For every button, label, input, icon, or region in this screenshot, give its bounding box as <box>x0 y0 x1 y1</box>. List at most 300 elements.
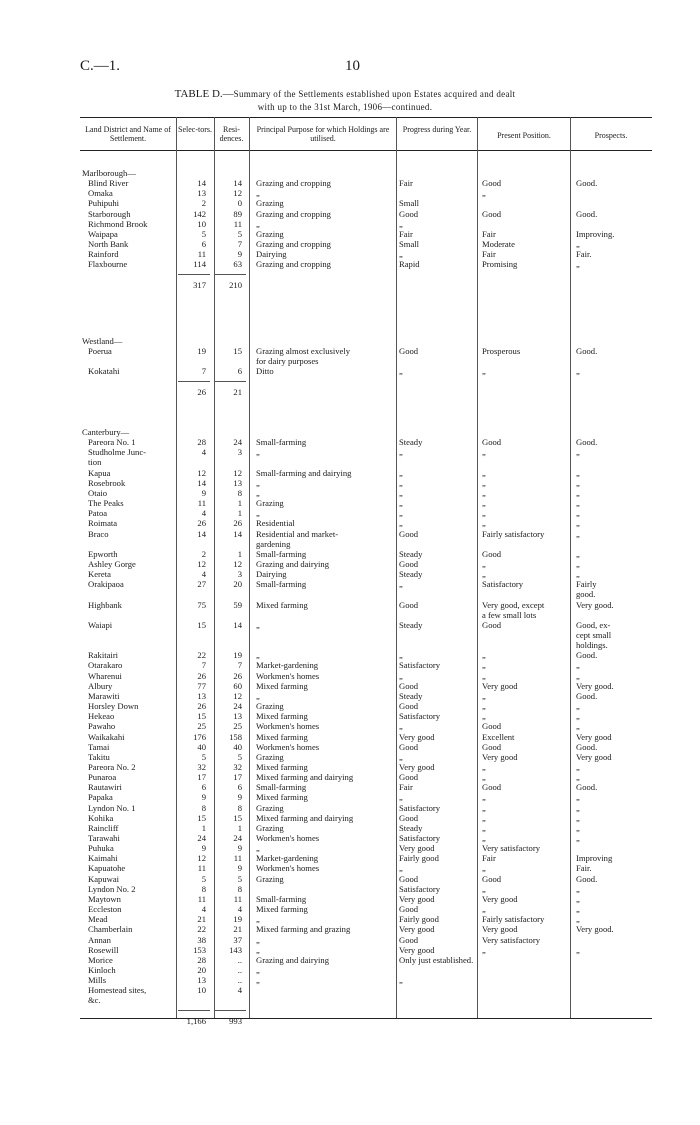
position: Very good <box>482 680 518 691</box>
selectors-count: 22 <box>197 924 206 935</box>
position: „ <box>482 761 486 772</box>
position: Good <box>482 741 502 752</box>
purpose: gardening <box>256 538 291 549</box>
settlement-name: Annan <box>88 934 111 945</box>
progress: Only just established. <box>399 954 474 965</box>
residences-count: 40 <box>233 741 242 752</box>
residences-count: 25 <box>233 721 242 732</box>
prospects: „ <box>576 447 580 458</box>
selectors-count: 38 <box>197 934 206 945</box>
col-divider <box>396 117 397 1018</box>
prospects: Good. <box>576 650 598 661</box>
purpose: Grazing and dairying <box>256 954 330 965</box>
selectors-count: 14 <box>197 178 206 189</box>
position: „ <box>482 660 486 671</box>
progress: Very good <box>399 893 435 904</box>
selectors-count: 12 <box>197 558 206 569</box>
position: „ <box>482 498 486 509</box>
prospects: holdings. <box>576 640 608 651</box>
settlement-name: Kapuwai <box>88 873 120 884</box>
position: „ <box>482 690 486 701</box>
position: Good <box>482 208 502 219</box>
residences-count: 32 <box>233 761 242 772</box>
position: Satisfactory <box>482 579 524 590</box>
residences-count: 21 <box>233 924 242 935</box>
selectors-count: 12 <box>197 853 206 864</box>
progress: Fair <box>399 178 413 189</box>
selectors-count: 14 <box>197 528 206 539</box>
position: „ <box>482 883 486 894</box>
progress: Small <box>399 239 420 250</box>
progress: „ <box>399 863 403 874</box>
settlement-name: Morice <box>88 954 113 965</box>
settlement-name: Blind River <box>88 178 129 189</box>
purpose: Grazing and cropping <box>256 178 331 189</box>
progress: „ <box>399 249 403 260</box>
settlement-name: Braco <box>88 528 109 539</box>
selectors-count: 4 <box>201 569 206 580</box>
settlement-name: Waipapa <box>88 228 118 239</box>
purpose: „ <box>256 964 260 975</box>
position: Very good, except <box>482 599 545 610</box>
purpose: Small-farming <box>256 437 307 448</box>
prospects: „ <box>576 904 580 915</box>
progress: „ <box>399 751 403 762</box>
subtotal-rule <box>215 1010 246 1011</box>
colhead-selectors: Selec-tors. <box>178 125 212 134</box>
residences-count: 17 <box>233 772 242 783</box>
position: „ <box>482 558 486 569</box>
settlement-name: Lyndon No. 2 <box>88 883 136 894</box>
position: „ <box>482 569 486 580</box>
purpose: Workmen's homes <box>256 863 320 874</box>
page-header-code: C.—1. <box>80 58 121 74</box>
selectors-count: 40 <box>197 741 206 752</box>
title-line2: with up to the 31st March, 1906—continued. <box>257 102 433 112</box>
progress: Good <box>399 599 419 610</box>
progress: Good <box>399 934 419 945</box>
residences-count: 24 <box>233 833 242 843</box>
position: „ <box>482 812 486 823</box>
subtotal-rule <box>178 274 210 275</box>
total-selectors: 26 <box>197 386 206 397</box>
purpose: „ <box>256 843 260 854</box>
position: Very good <box>482 893 518 904</box>
purpose: „ <box>256 975 260 986</box>
residences-count: 4 <box>237 904 242 915</box>
progress: „ <box>399 498 403 509</box>
selectors-count: 25 <box>197 721 206 732</box>
colhead-prospects: Prospects. <box>594 131 628 140</box>
settlement-name: Chamberlain <box>88 924 133 935</box>
selectors-count: 13 <box>197 975 206 986</box>
settlement-name: Mead <box>88 914 108 925</box>
position: Very good <box>482 924 518 935</box>
residences-count: 14 <box>233 528 242 539</box>
prospects: „ <box>576 883 580 894</box>
prospects: Good. <box>576 178 598 189</box>
prospects: good. <box>576 589 596 600</box>
residences-count: 13 <box>233 477 242 488</box>
residences-count: 8 <box>237 802 242 813</box>
residences-count: .. <box>237 954 242 965</box>
progress: Good <box>399 772 419 783</box>
prospects: „ <box>576 467 580 478</box>
residences-count: 12 <box>233 467 242 478</box>
selectors-count: 4 <box>201 904 206 915</box>
settlement-name: Epworth <box>88 548 118 559</box>
progress: „ <box>399 792 403 803</box>
residences-count: 24 <box>233 437 242 448</box>
purpose: Residential <box>256 518 295 529</box>
selectors-count: 114 <box>193 259 206 270</box>
settlement-name: Omaka <box>88 188 113 199</box>
position: Good <box>482 873 502 884</box>
position: „ <box>482 650 486 661</box>
residences-count: 6 <box>237 782 242 793</box>
progress: „ <box>399 975 403 986</box>
selectors-count: 13 <box>197 690 206 701</box>
selectors-count: 12 <box>197 467 206 478</box>
purpose: Mixed farming and dairying <box>256 812 354 823</box>
selectors-count: 14 <box>197 477 206 488</box>
purpose: „ <box>256 487 260 498</box>
prospects: „ <box>576 528 580 539</box>
selectors-count: 8 <box>201 802 206 813</box>
position: Fairly satisfactory <box>482 528 545 539</box>
selectors-count: 11 <box>197 249 206 260</box>
prospects: „ <box>576 498 580 509</box>
settlement-name: Puhipuhi <box>88 198 120 209</box>
prospects: Fairly <box>576 579 597 590</box>
purpose: „ <box>256 619 260 630</box>
residences-count: 12 <box>233 558 242 569</box>
residences-count: 7 <box>237 660 242 671</box>
purpose: Mixed farming <box>256 731 308 742</box>
selectors-count: 15 <box>197 619 206 630</box>
settlement-name: Marawiti <box>88 690 120 701</box>
residences-count: 11 <box>233 893 242 904</box>
selectors-count: 27 <box>197 579 206 590</box>
residences-count: 1 <box>237 498 242 509</box>
purpose: Grazing and dairying <box>256 558 330 569</box>
progress: Good <box>399 904 419 915</box>
selectors-count: 8 <box>201 883 206 894</box>
progress: Steady <box>399 548 423 559</box>
position: „ <box>482 508 486 519</box>
progress: Very good <box>399 843 435 854</box>
progress: Steady <box>399 569 423 580</box>
prospects: „ <box>576 477 580 488</box>
purpose: „ <box>256 508 260 519</box>
selectors-count: 2 <box>201 198 206 209</box>
prospects: „ <box>576 508 580 519</box>
residences-count: 11 <box>233 853 242 864</box>
prospects: „ <box>576 802 580 813</box>
selectors-count: 26 <box>197 518 206 529</box>
purpose: Grazing and cropping <box>256 259 331 270</box>
prospects: Good. <box>576 741 598 752</box>
selectors-count: 32 <box>197 761 206 772</box>
settlement-name: Raincliff <box>88 822 119 833</box>
selectors-count: 9 <box>201 792 206 803</box>
residences-count: 5 <box>237 751 242 762</box>
purpose: Grazing <box>256 198 284 209</box>
selectors-count: 153 <box>193 944 206 955</box>
progress: „ <box>399 721 403 732</box>
position: „ <box>482 447 486 458</box>
purpose: Small-farming and dairying <box>256 467 352 478</box>
residences-count: 9 <box>237 249 242 260</box>
settlement-name: Otaio <box>88 487 108 498</box>
progress: Steady <box>399 690 423 701</box>
position: Good <box>482 548 502 559</box>
col-divider <box>176 117 177 1018</box>
position: Fairly satisfactory <box>482 914 545 925</box>
purpose: Residential and market- <box>256 528 339 539</box>
selectors-count: 142 <box>193 208 206 219</box>
progress: Satisfactory <box>399 802 441 813</box>
settlement-name: tion <box>88 457 102 468</box>
purpose: for dairy purposes <box>256 356 319 367</box>
position: Promising <box>482 259 518 270</box>
total-selectors: 1,166 <box>186 1015 206 1026</box>
selectors-count: 5 <box>201 751 206 762</box>
purpose: Grazing <box>256 701 284 712</box>
residences-count: 24 <box>233 701 242 712</box>
purpose: Mixed farming and dairying <box>256 772 354 783</box>
purpose: Grazing <box>256 873 284 884</box>
residences-count: 26 <box>233 518 242 529</box>
purpose: Grazing and cropping <box>256 208 331 219</box>
purpose: Workmen's homes <box>256 741 320 752</box>
residences-count: 1 <box>237 822 242 833</box>
settlement-name: Patoa <box>88 508 108 519</box>
settlement-name: Waiapi <box>88 619 113 630</box>
selectors-count: 28 <box>197 437 206 448</box>
progress: „ <box>399 650 403 661</box>
progress: Good <box>399 680 419 691</box>
settlement-name: Ashley Gorge <box>88 558 136 569</box>
district-label: Marlborough— <box>82 168 136 178</box>
residences-count: 13 <box>233 711 242 722</box>
progress: „ <box>399 218 403 229</box>
selectors-count: 5 <box>201 873 206 884</box>
purpose: Workmen's homes <box>256 721 320 732</box>
table-top-rule <box>80 117 652 118</box>
progress: Satisfactory <box>399 711 441 722</box>
progress: „ <box>399 670 403 681</box>
prospects: „ <box>576 660 580 671</box>
position: Very satisfactory <box>482 934 540 945</box>
selectors-count: 15 <box>197 812 206 823</box>
purpose: Workmen's homes <box>256 833 320 843</box>
prospects: Fair. <box>576 863 592 874</box>
residences-count: 14 <box>233 619 242 630</box>
position: „ <box>482 711 486 722</box>
progress: Steady <box>399 619 423 630</box>
selectors-count: 2 <box>201 548 206 559</box>
position: Good <box>482 782 502 793</box>
selectors-count: 22 <box>197 650 206 661</box>
residences-count: 12 <box>233 188 242 199</box>
settlement-name: Pareora No. 2 <box>88 761 136 772</box>
settlement-name: Kohika <box>88 812 114 823</box>
colhead-purpose: Principal Purpose for which Holdings are utilised. <box>256 125 390 143</box>
purpose: „ <box>256 690 260 701</box>
purpose: Mixed farming <box>256 599 308 610</box>
settlement-name: Richmond Brook <box>88 218 148 229</box>
residences-count: 7 <box>237 239 242 250</box>
position: Good <box>482 437 502 448</box>
settlement-name: Horsley Down <box>88 701 139 712</box>
residences-count: 14 <box>233 178 242 189</box>
progress: „ <box>399 447 403 458</box>
settlement-name: Puhuka <box>88 843 114 854</box>
progress: Satisfactory <box>399 660 441 671</box>
position: a few small lots <box>482 609 537 620</box>
prospects: Improving. <box>576 228 615 239</box>
prospects: Very good. <box>576 599 614 610</box>
purpose: Grazing <box>256 822 284 833</box>
position: „ <box>482 802 486 813</box>
progress: Steady <box>399 437 423 448</box>
settlement-name: Mills <box>88 975 107 986</box>
page-number: 10 <box>345 58 360 74</box>
progress: Good <box>399 701 419 712</box>
progress: Satisfactory <box>399 883 441 894</box>
settlement-name: Kinloch <box>88 964 116 975</box>
progress: Fair <box>399 228 413 239</box>
settlement-name: Roimata <box>88 518 118 529</box>
prospects: Very good <box>576 751 612 762</box>
settlement-name: North Bank <box>88 239 129 250</box>
settlement-name: Starborough <box>88 208 131 219</box>
purpose: Dairying <box>256 249 287 260</box>
selectors-count: 17 <box>197 772 206 783</box>
selectors-count: 7 <box>201 660 206 671</box>
position: Fair <box>482 853 496 864</box>
settlement-name: Hekeao <box>88 711 115 722</box>
settlement-name: Kereta <box>88 569 111 580</box>
selectors-count: 26 <box>197 701 206 712</box>
prospects: Good. <box>576 782 598 793</box>
residences-count: 12 <box>233 690 242 701</box>
prospects: „ <box>576 833 580 843</box>
settlement-name: Flaxbourne <box>88 259 128 270</box>
position: Fair <box>482 249 496 260</box>
subtotal-rule <box>215 274 246 275</box>
residences-count: 1 <box>237 508 242 519</box>
selectors-count: 15 <box>197 711 206 722</box>
position: „ <box>482 518 486 529</box>
purpose: „ <box>256 944 260 955</box>
selectors-count: 11 <box>197 893 206 904</box>
prospects: Good. <box>576 873 598 884</box>
selectors-count: 7 <box>201 366 206 377</box>
residences-count: 19 <box>233 650 242 661</box>
table-header-rule <box>80 150 652 151</box>
settlement-name: Rainford <box>88 249 119 260</box>
settlement-name: Homestead sites, <box>88 985 147 996</box>
prospects: „ <box>576 670 580 681</box>
settlement-name: Pawaho <box>88 721 116 732</box>
selectors-count: 9 <box>201 487 206 498</box>
prospects: „ <box>576 721 580 732</box>
progress: Good <box>399 558 419 569</box>
district-label: Westland— <box>82 336 123 346</box>
subtotal-rule <box>215 381 246 382</box>
prospects: „ <box>576 239 580 250</box>
colhead-position: Present Position. <box>497 131 551 140</box>
progress: Very good <box>399 944 435 955</box>
purpose: Market-gardening <box>256 853 319 864</box>
prospects: „ <box>576 914 580 925</box>
residences-count: 63 <box>233 259 242 270</box>
prospects: „ <box>576 366 580 377</box>
selectors-count: 4 <box>201 508 206 519</box>
selectors-count: 6 <box>201 239 206 250</box>
prospects: „ <box>576 259 580 270</box>
purpose: Market-gardening <box>256 660 319 671</box>
settlement-name: Studholme Junc- <box>88 447 147 458</box>
purpose: Grazing almost exclusively <box>256 346 351 357</box>
progress: Good <box>399 208 419 219</box>
residences-count: 26 <box>233 670 242 681</box>
residences-count: 19 <box>233 914 242 925</box>
position: „ <box>482 904 486 915</box>
prospects: „ <box>576 772 580 783</box>
settlement-name: Kapuatohe <box>88 863 126 874</box>
purpose: Mixed farming <box>256 680 308 691</box>
settlement-name: Orakipaoa <box>88 579 124 590</box>
prospects: Good. <box>576 437 598 448</box>
residences-count: 9 <box>237 792 242 803</box>
total-residences: 210 <box>229 279 242 290</box>
settlement-name: Papaka <box>88 792 113 803</box>
settlement-name: Otarakaro <box>88 660 123 671</box>
position: „ <box>482 792 486 803</box>
selectors-count: 77 <box>197 680 206 691</box>
progress: Very good <box>399 731 435 742</box>
residences-count: .. <box>237 975 242 986</box>
prospects: Fair. <box>576 249 592 260</box>
residences-count: 15 <box>233 812 242 823</box>
position: „ <box>482 477 486 488</box>
prospects: Improving <box>576 853 613 864</box>
purpose: Mixed farming <box>256 904 308 915</box>
subtotal-rule <box>178 381 210 382</box>
residences-count: 3 <box>237 447 242 458</box>
purpose: Small-farming <box>256 782 307 793</box>
purpose: „ <box>256 914 260 925</box>
progress: Fairly good <box>399 914 439 925</box>
purpose: Grazing and cropping <box>256 239 331 250</box>
progress: Good <box>399 346 419 357</box>
settlement-name: Highbank <box>88 599 122 610</box>
settlement-name: Kapua <box>88 467 111 478</box>
selectors-count: 6 <box>201 782 206 793</box>
settlement-name: Kaimahi <box>88 853 118 864</box>
colhead-progress: Progress during Year. <box>402 125 472 134</box>
selectors-count: 13 <box>197 188 206 199</box>
residences-count: 3 <box>237 569 242 580</box>
position: Fair <box>482 228 496 239</box>
progress: Very good <box>399 761 435 772</box>
position: „ <box>482 670 486 681</box>
progress: Good <box>399 873 419 884</box>
position: Good <box>482 721 502 732</box>
